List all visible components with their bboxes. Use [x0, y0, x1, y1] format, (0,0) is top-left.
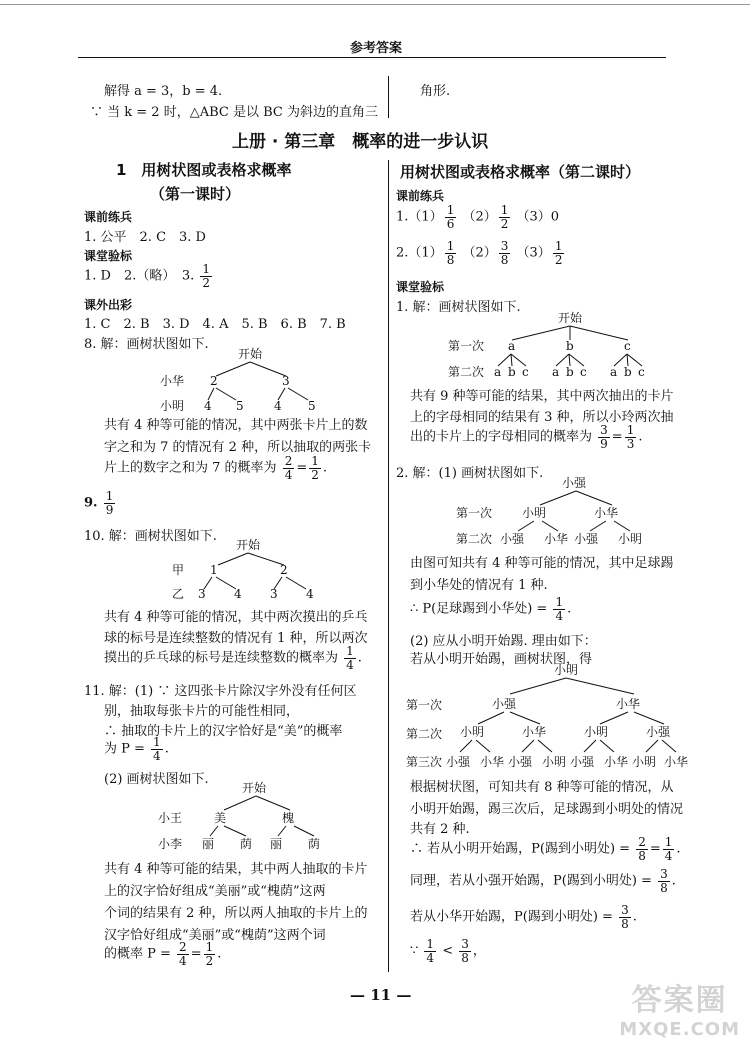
fraction — [459, 938, 471, 964]
fraction — [283, 455, 295, 481]
fraction-num: 3 — [660, 867, 668, 881]
answer-part: （3）0 — [516, 209, 560, 225]
header-rule — [78, 57, 666, 58]
fraction-num: 1 — [555, 595, 564, 609]
q11-text-4-lead: 为 P = — [104, 741, 145, 757]
less-than-symbol: < — [442, 943, 454, 959]
answer-part: （2） — [462, 245, 497, 261]
q11-text-5: (2) 画树状图如下. — [104, 772, 209, 787]
tree-root: 开始 — [236, 538, 261, 552]
q11-text-4: 为 P = $\frac{1}{4}$ . — [104, 735, 169, 763]
watermark-text-main: 答案圈 — [631, 983, 728, 1018]
fraction — [658, 868, 670, 894]
fraction-den: 3 — [626, 436, 635, 451]
tree-leaf: 3 — [198, 587, 206, 601]
tree-row1-label: 小华 — [160, 374, 185, 388]
fraction-num: 2 — [179, 940, 187, 954]
tree-node: 小明 — [460, 725, 485, 739]
tree-row3-label: 第三次 — [406, 755, 443, 769]
q10-text-3: 摸出的乒乓球的标号是连续整数的概率为 $\frac{1}{4}$ . — [104, 644, 362, 672]
answer-part: （2） — [462, 209, 497, 225]
fraction — [663, 836, 675, 862]
tree-row1-label: 第一次 — [456, 506, 493, 520]
tree-node: 1 — [210, 563, 218, 577]
tree-row1-label: 甲 — [172, 563, 185, 577]
right-q2-text-7: 小明开始踢，踢三次后，足球踢到小明处的情况 — [410, 802, 684, 817]
right-q1-text-3-lead: 出的卡片上的字母相同的概率为 — [410, 429, 593, 445]
tree-node: 2 — [280, 563, 288, 577]
left-section-subtitle: （第一课时） — [150, 185, 241, 203]
right-pre-answer-1 — [396, 204, 559, 230]
tree-leaf: 小强 — [446, 755, 471, 769]
chapter-title: 上册 · 第三章 概率的进一步认识 — [232, 132, 489, 152]
tree-root: 小明 — [554, 663, 579, 677]
right-q2-text-11: 若从小华开始踢，P(踢到小明处) = $\frac{3}{8}$ . — [410, 903, 637, 931]
page-header-title: 参考答案 — [350, 41, 403, 56]
right-q2-text-10: 同理，若从小强开始踢，P(踢到小明处) = $\frac{3}{8}$ . — [410, 867, 676, 895]
fraction-den: 8 — [446, 252, 455, 267]
fraction — [177, 941, 189, 967]
fraction — [200, 263, 212, 289]
left-class-answers — [84, 263, 214, 289]
right-q1-text-1: 共有 9 种等可能的结果，其中两次抽出的卡片 — [410, 389, 674, 404]
left-class-label: 课堂验标 — [84, 249, 133, 263]
fraction — [445, 240, 457, 266]
q10-head: 10. 解：画树状图如下. — [84, 529, 217, 544]
fraction — [104, 490, 116, 516]
fraction-num: 1 — [446, 203, 455, 217]
fraction-num: 3 — [621, 903, 629, 917]
left-extra-answers: 1. C 2. B 3. D 4. A 5. B 6. B 7. B — [84, 317, 346, 332]
q8-text-3-lead: 片上的数字之和为 7 的概率为 — [104, 460, 277, 476]
right-class-label: 课堂验标 — [396, 280, 445, 294]
q10-text-1: 共有 4 种等可能的情况，其中两次摸出的乒乓 — [104, 610, 368, 625]
fraction-num: 1 — [311, 454, 319, 468]
fraction-num: 1 — [626, 423, 635, 437]
right-q2b-tree-diagram — [400, 662, 700, 770]
fraction-den: 4 — [555, 608, 564, 623]
right-q2-text-9: ∴ 若从小明开始踢，P(踢到小明处) = $\frac{2}{8}$ = $\frac{1}{4}$ . — [410, 835, 681, 863]
tree-node: 小明 — [584, 725, 609, 739]
tree-node: 美 — [214, 811, 227, 825]
tree-leaf: 3 — [270, 587, 278, 601]
tree-leaf: a — [552, 365, 560, 379]
column-divider — [388, 160, 389, 972]
answer-part: 2.（1） — [396, 245, 443, 261]
tree-node: 小华 — [594, 506, 619, 520]
fraction-num: 2 — [638, 835, 646, 849]
tree-node: a — [508, 339, 516, 353]
tree-leaf: 小明 — [542, 755, 567, 769]
fraction-den: 8 — [461, 950, 469, 965]
tree-node: 3 — [282, 374, 290, 388]
right-q1-text-2: 上的字母相同的结果有 3 种，所以小玲两次抽 — [410, 410, 674, 425]
right-pre-answer-2 — [396, 240, 566, 266]
tree-row2-label: 第二次 — [448, 365, 485, 379]
fraction — [344, 645, 356, 671]
fraction-den: 2 — [554, 252, 563, 267]
prev-line-1: 解得 a = 3，b = 4. — [104, 84, 223, 99]
fraction-num: 1 — [554, 239, 563, 253]
left-pre-label: 课前练兵 — [84, 210, 133, 224]
q8-tree-diagram — [150, 346, 350, 414]
fraction — [499, 204, 511, 230]
tree-leaf: 小强 — [500, 532, 525, 545]
fraction-den: 9 — [600, 436, 608, 451]
tree-leaf: 小明 — [618, 532, 643, 545]
fraction-den: 2 — [311, 467, 319, 482]
fraction-num: 1 — [105, 489, 114, 503]
right-q2-text-2: 到小华处的情况有 1 种. — [410, 578, 548, 593]
right-q2-text-3-lead: ∴ P(足球踢到小华处) = — [410, 601, 548, 617]
fraction-num: 3 — [500, 239, 509, 253]
fraction-den: 9 — [105, 502, 114, 517]
q10-tree-diagram — [168, 537, 368, 601]
q8-head: 8. 解：画树状图如下. — [84, 337, 209, 352]
q11-tree-diagram — [150, 780, 360, 850]
tree-row1-label: 第一次 — [448, 339, 485, 353]
right-q2-text-1: 由图可知共有 4 种等可能的情况，其中足球踢 — [410, 556, 674, 571]
q10-text-3-lead: 摸出的乒乓球的标号是连续整数的概率为 — [104, 650, 339, 666]
tree-node: 小强 — [646, 725, 671, 739]
tree-root: 开始 — [558, 311, 583, 325]
fraction-num: 1 — [426, 937, 435, 951]
right-q1-head: 1. 解：画树状图如下. — [396, 300, 521, 315]
tree-root: 开始 — [238, 347, 263, 361]
header-top-rule — [0, 4, 750, 5]
tree-row2-label: 第二次 — [456, 532, 493, 545]
tree-leaf: 荫 — [308, 837, 321, 850]
fraction — [553, 240, 565, 266]
fraction — [636, 836, 648, 862]
tree-node: 小强 — [492, 697, 517, 711]
tree-leaf: 小华 — [664, 755, 689, 769]
fraction-num: 3 — [600, 423, 608, 437]
tree-leaf: 小明 — [632, 755, 657, 769]
q11-text-2: 别，抽取每张卡片的可能性相同， — [104, 704, 300, 719]
tree-root: 小强 — [562, 476, 587, 490]
right-q2-text-12 — [410, 938, 486, 964]
fraction — [619, 904, 631, 930]
tree-root: 开始 — [242, 781, 267, 795]
tree-leaf: 5 — [236, 399, 244, 413]
tree-row2-label: 小李 — [158, 837, 183, 850]
tree-leaf: 4 — [306, 587, 314, 601]
fraction — [553, 596, 565, 622]
tree-row1-label: 小王 — [158, 811, 183, 825]
tree-node: 2 — [210, 374, 218, 388]
comma: ， — [472, 943, 486, 959]
page-number: — 11 — — [350, 986, 412, 1004]
q8-text-2: 字之和为 7 的情况有 2 种，所以抽取的两张卡 — [104, 440, 372, 455]
right-q2-text-8: 共有 2 种. — [410, 822, 470, 837]
right-q2-text-5: 若从小明开始踢，画树状图，得 — [410, 652, 593, 667]
tree-leaf: 小强 — [570, 755, 595, 769]
tree-node: c — [624, 339, 631, 353]
right-q1-text-3: 出的卡片上的字母相同的概率为 $\frac{3}{9}$ = $\frac{1}{3}$ . — [410, 423, 643, 451]
q9 — [84, 490, 117, 516]
fraction-den: 6 — [446, 216, 455, 231]
tree-leaf: 小华 — [604, 755, 629, 769]
tree-leaf: 4 — [204, 399, 212, 413]
right-q2-text-11-lead: 若从小华开始踢，P(踢到小明处) = — [410, 909, 613, 925]
tree-leaf: b — [566, 365, 574, 379]
fraction-den: 8 — [500, 252, 509, 267]
right-q2-head: 2. 解：(1) 画树状图如下. — [396, 466, 544, 481]
fraction — [445, 204, 457, 230]
right-pre-label: 课前练兵 — [396, 189, 445, 203]
fraction-num: 1 — [346, 644, 354, 658]
fraction-num: 2 — [284, 454, 293, 468]
fraction-den: 2 — [202, 275, 211, 290]
watermark-text-url: MXQE.COM — [619, 1019, 740, 1040]
tree-leaf: 丽 — [202, 837, 215, 850]
q11-text-1: 11. 解：(1) ∵ 这四张卡片除汉字外没有任何区 — [84, 684, 357, 699]
because-symbol: ∵ — [410, 943, 419, 959]
left-pre-answers: 1. 公平 2. C 3. D — [84, 230, 206, 245]
fraction-den: 4 — [153, 748, 161, 763]
right-q2-text-6: 根据树状图，可知共有 8 种等可能的情况，从 — [410, 780, 674, 795]
q11-text-7: 上的汉字恰好组成“美丽”或“槐荫”这两 — [104, 884, 326, 899]
q8-text-1: 共有 4 种等可能的情况，其中两张卡片上的数 — [104, 418, 368, 433]
q11-text-9: 汉字恰好组成“美丽”或“槐荫”这两个词 — [104, 928, 326, 943]
tree-node: 槐 — [282, 811, 295, 825]
tree-leaf: c — [522, 365, 529, 379]
prev-line-3: 角形. — [420, 84, 451, 99]
tree-node: 小明 — [522, 506, 547, 520]
tree-leaf: c — [638, 365, 645, 379]
right-q2-text-4: (2) 应从小明开始踢. 理由如下： — [410, 634, 597, 649]
column-divider-top — [388, 76, 389, 118]
tree-row2-label: 第二次 — [406, 727, 443, 741]
watermark-logo — [619, 975, 740, 1040]
fraction-den: 8 — [638, 848, 646, 863]
q11-text-10: 的概率 P = $\frac{2}{4}$ = $\frac{1}{2}$ . — [104, 940, 222, 968]
left-extra-label: 课外出彩 — [84, 298, 133, 312]
q11-text-6: 共有 4 种等可能的结果，其中两人抽取的卡片 — [104, 862, 368, 877]
left-section-title: 1 用树状图或表格求概率 — [116, 161, 292, 179]
tree-leaf: 4 — [234, 587, 242, 601]
tree-leaf: 小华 — [480, 755, 505, 769]
tree-leaf: 5 — [308, 399, 316, 413]
fraction-num: 3 — [461, 937, 469, 951]
tree-node: 小华 — [616, 697, 641, 711]
fraction-den: 2 — [205, 953, 214, 968]
fraction — [151, 736, 163, 762]
fraction — [204, 941, 216, 967]
fraction-den: 2 — [500, 216, 509, 231]
left-class-answers-text: 1. D 2.（略） 3. — [84, 268, 195, 284]
fraction-den: 4 — [426, 950, 435, 965]
fraction-den: 4 — [179, 953, 187, 968]
right-q1-tree-diagram — [440, 310, 670, 380]
tree-leaf: b — [624, 365, 632, 379]
fraction-den: 4 — [346, 657, 354, 672]
q11-text-10-lead: 的概率 P = — [104, 946, 171, 962]
fraction-den: 8 — [660, 880, 668, 895]
right-q2-text-10-lead: 同理，若从小强开始踢，P(踢到小明处) = — [410, 873, 652, 889]
fraction-num: 1 — [446, 239, 455, 253]
tree-leaf: 小强 — [574, 532, 599, 545]
prev-line-2: ∵ 当 k = 2 时，△ABC 是以 BC 为斜边的直角三 — [90, 105, 378, 120]
tree-leaf: 4 — [274, 399, 282, 413]
fraction-num: 1 — [664, 835, 673, 849]
right-q2-text-9-lead: ∴ 若从小明开始踢，P(踢到小明处) = — [410, 841, 631, 857]
tree-node: 小华 — [522, 725, 547, 739]
fraction-num: 1 — [153, 735, 161, 749]
tree-leaf: c — [580, 365, 587, 379]
q8-text-3: 片上的数字之和为 7 的概率为 $\frac{2}{4}$ = $\frac{1}{2}$ . — [104, 454, 328, 482]
tree-leaf: b — [508, 365, 516, 379]
tree-leaf: a — [494, 365, 502, 379]
tree-leaf: 小华 — [544, 532, 569, 545]
q11-text-3: ∴ 抽取的卡片上的汉字恰好是“美”的概率 — [104, 724, 343, 739]
tree-node: b — [566, 339, 574, 353]
fraction-den: 4 — [284, 467, 293, 482]
fraction — [309, 455, 321, 481]
right-q2-text-3: ∴ P(足球踢到小华处) = $\frac{1}{4}$ . — [410, 595, 572, 623]
fraction — [424, 938, 436, 964]
answer-part: 1.（1） — [396, 209, 443, 225]
fraction-num: 1 — [500, 203, 509, 217]
tree-leaf: 小强 — [508, 755, 533, 769]
fraction-num: 1 — [202, 262, 211, 276]
right-section-title: 用树状图或表格求概率（第二课时） — [400, 163, 641, 181]
tree-leaf: 荫 — [240, 837, 253, 850]
fraction — [499, 240, 511, 266]
fraction — [625, 424, 637, 450]
right-q2-tree-diagram — [452, 475, 662, 545]
tree-leaf: a — [610, 365, 618, 379]
tree-leaf: 丽 — [270, 837, 283, 850]
tree-row2-label: 乙 — [172, 587, 185, 601]
fraction-den: 8 — [621, 916, 629, 931]
fraction — [598, 424, 610, 450]
q10-text-2: 球的标号是连续整数的情况有 1 种，所以两次 — [104, 631, 368, 646]
tree-row2-label: 小明 — [160, 399, 185, 413]
fraction-den: 4 — [664, 848, 673, 863]
tree-row1-label: 第一次 — [406, 698, 443, 712]
answer-part: （3） — [516, 245, 551, 261]
q11-text-8: 个词的结果有 2 种，所以两人抽取的卡片上的 — [104, 906, 368, 921]
fraction-num: 1 — [205, 940, 214, 954]
q9-number: 9. — [84, 495, 98, 511]
